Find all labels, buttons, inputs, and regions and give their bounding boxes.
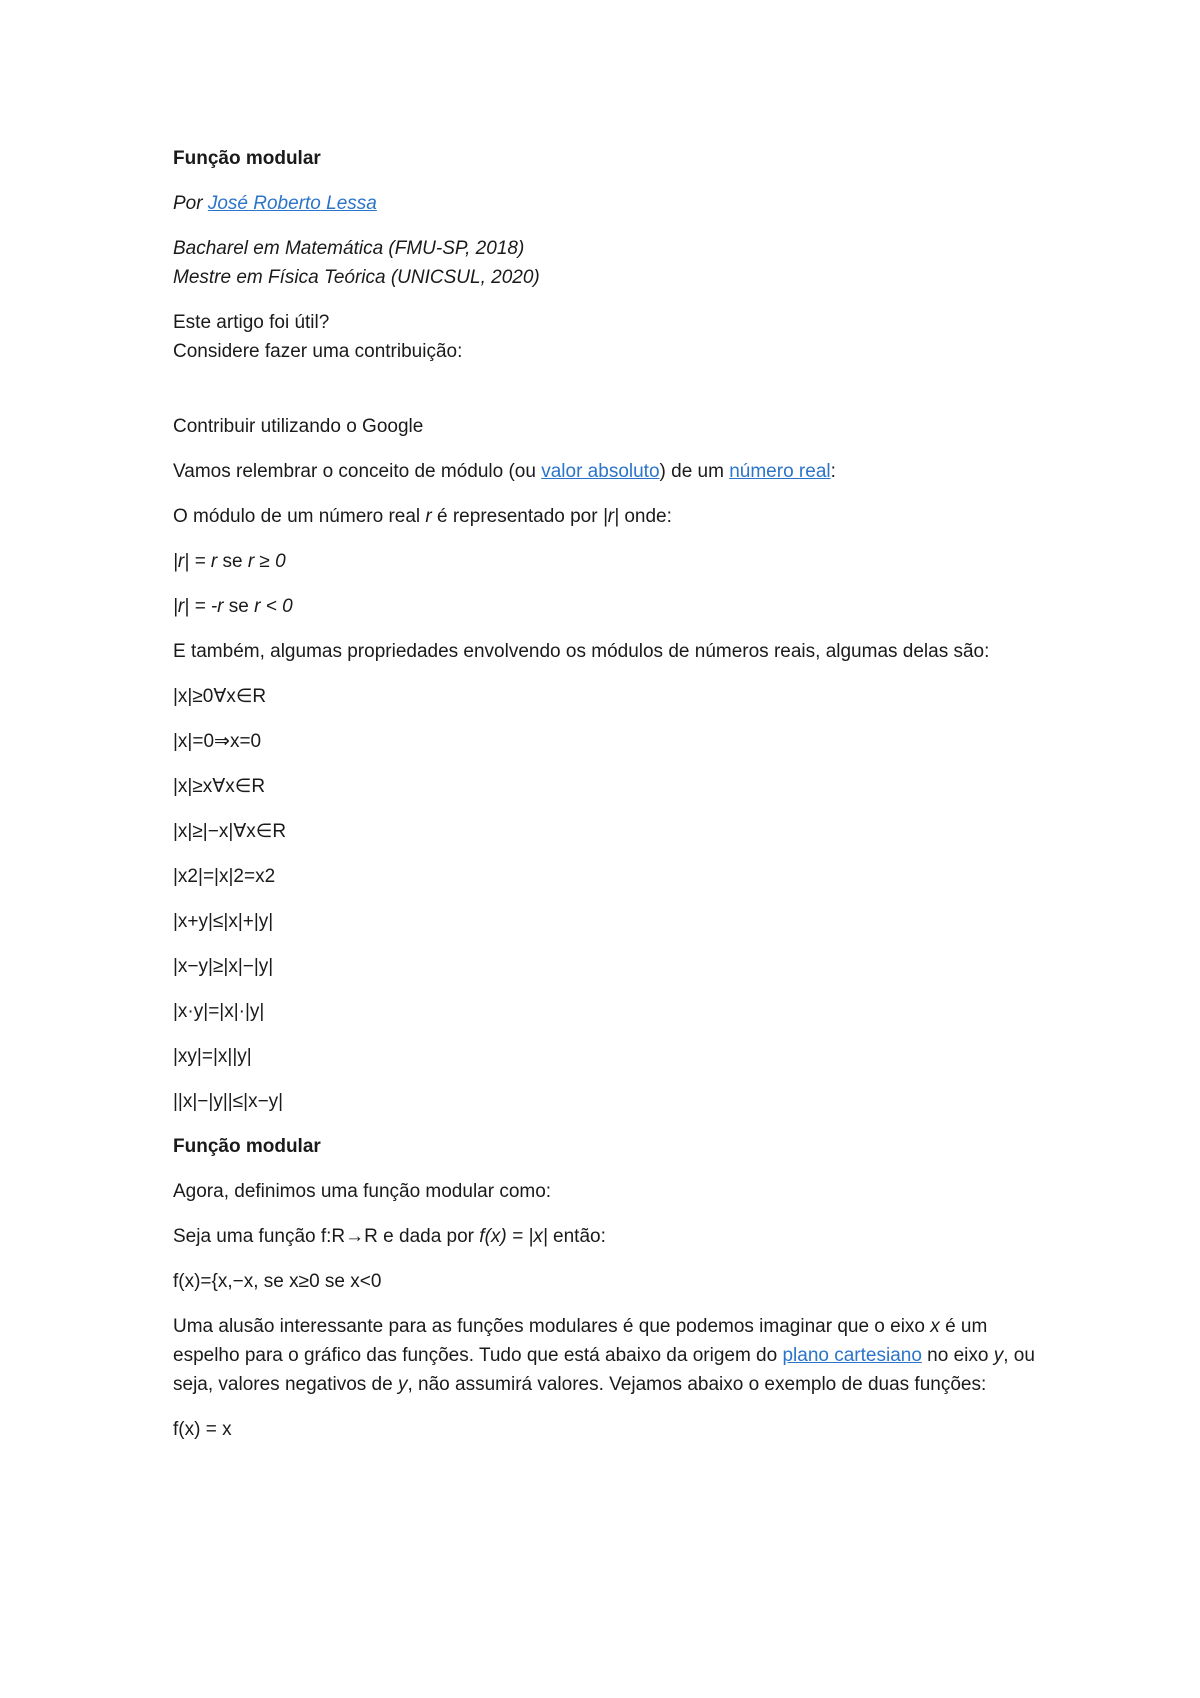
mirror-paragraph bbox=[173, 1312, 1040, 1399]
case-positive-right: r ≥ 0 bbox=[247, 551, 286, 572]
definition-sentence: Agora, definimos uma função modular como: bbox=[173, 1181, 552, 1202]
mirror-text-1: Uma alusão interessante para as funções modulares é que podemos imaginar que o eixo bbox=[173, 1316, 931, 1337]
credential-1: Bacharel em Matemática (FMU-SP, 2018) bbox=[173, 238, 525, 259]
modulo-text-2: é representado por bbox=[431, 506, 603, 527]
seja-fx: f(x) = |x| bbox=[479, 1226, 548, 1247]
case-negative bbox=[173, 592, 1040, 621]
piecewise-formula: f(x)={x,−x, se x≥0 se x<0 bbox=[173, 1271, 382, 1292]
credential-2: Mestre em Física Teórica (UNICSUL, 2020) bbox=[173, 267, 540, 288]
intro-text-3: : bbox=[830, 461, 836, 482]
case-positive bbox=[173, 547, 1040, 576]
author-link[interactable]: José Roberto Lessa bbox=[207, 193, 377, 214]
intro-text-2: ) de um bbox=[659, 461, 730, 482]
property-4: |x|≥|−x|∀x∈R bbox=[173, 821, 287, 842]
page-title: Função modular bbox=[173, 148, 321, 169]
property-2: |x|=0⇒x=0 bbox=[173, 731, 262, 752]
mirror-text-4: , ou seja, valores negativos de bbox=[173, 1345, 1035, 1395]
property-7: |x−y|≥|x|−|y| bbox=[173, 956, 274, 977]
property-8: |x·y|=|x|·|y| bbox=[173, 1001, 265, 1022]
mirror-text-5: , não assumirá valores. Vejamos abaixo o exemplo de duas funções: bbox=[407, 1374, 987, 1395]
section-title: Função modular bbox=[173, 1136, 321, 1157]
case-positive-mid: se bbox=[217, 551, 248, 572]
example-function: f(x) = x bbox=[173, 1419, 232, 1440]
properties-intro: E também, algumas propriedades envolvendo os módulos de números reais, algumas delas são: bbox=[173, 641, 990, 662]
donation-prompt: Considere fazer uma contribuição: bbox=[173, 341, 463, 362]
link-plano-cartesiano[interactable]: plano cartesiano bbox=[782, 1345, 922, 1366]
mirror-x: x bbox=[930, 1316, 940, 1337]
seja-text-2: então: bbox=[547, 1226, 606, 1247]
google-contribute-button[interactable]: Contribuir utilizando o Google bbox=[173, 416, 424, 437]
author-prefix: Por bbox=[173, 193, 203, 214]
seja-text-1: Seja uma função f:R→R e dada por bbox=[173, 1226, 480, 1247]
property-3: |x|≥x∀x∈R bbox=[173, 776, 266, 797]
case-negative-right: r < 0 bbox=[254, 596, 293, 617]
modulo-var: r bbox=[425, 506, 432, 527]
donation-question: Este artigo foi útil? bbox=[173, 312, 330, 333]
modulo-text-1: O módulo de um número real bbox=[173, 506, 426, 527]
property-10: ||x|−|y||≤|x−y| bbox=[173, 1091, 284, 1112]
case-negative-left: |r| = -r bbox=[173, 596, 224, 617]
intro-text-1: Vamos relembrar o conceito de módulo (ou bbox=[173, 461, 542, 482]
seja-sentence bbox=[173, 1222, 1040, 1251]
intro-paragraph bbox=[173, 457, 1040, 486]
link-numero-real[interactable]: número real bbox=[729, 461, 831, 482]
modulo-definition bbox=[173, 502, 1040, 531]
mirror-y-2: y bbox=[397, 1374, 408, 1395]
mirror-text-3: no eixo bbox=[921, 1345, 994, 1366]
author-line bbox=[173, 189, 1040, 218]
mirror-text-2: é um espelho para o gráfico das funções. Tudo que está abaixo da origem do bbox=[173, 1316, 988, 1366]
link-valor-absoluto[interactable]: valor absoluto bbox=[541, 461, 660, 482]
case-negative-mid: se bbox=[223, 596, 255, 617]
modulo-text-3: onde: bbox=[619, 506, 672, 527]
case-positive-left: |r| = r bbox=[173, 551, 218, 572]
property-5: |x2|=|x|2=x2 bbox=[173, 866, 276, 887]
property-9: |xy|=|x||y| bbox=[173, 1046, 252, 1067]
modulo-symbol: |r| bbox=[602, 506, 620, 527]
mirror-y-1: y bbox=[993, 1345, 1004, 1366]
property-6: |x+y|≤|x|+|y| bbox=[173, 911, 274, 932]
property-1: |x|≥0∀x∈R bbox=[173, 686, 267, 707]
